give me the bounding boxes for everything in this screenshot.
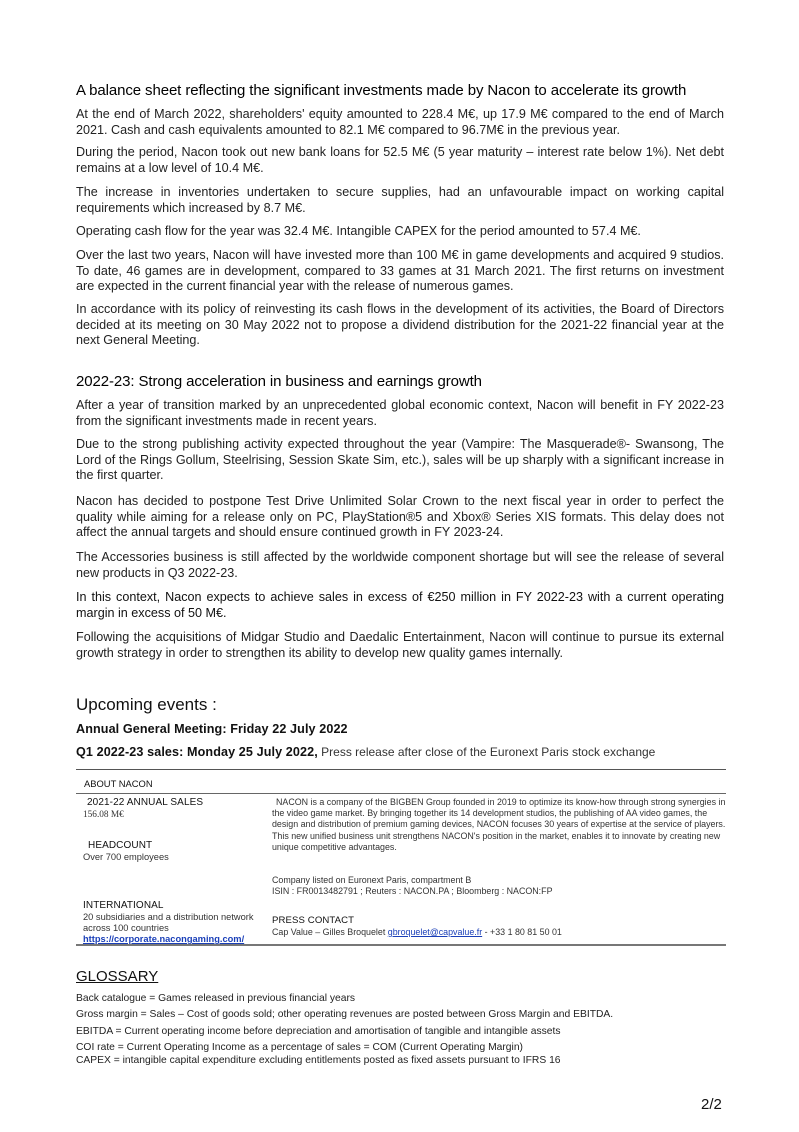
listing-line: ISIN : FR0013482791 ; Reuters : NACON.PA ; Bloomberg : NACON:FP [272,886,553,897]
headcount-label: HEADCOUNT [88,840,153,851]
about-title: ABOUT NACON [84,778,153,789]
international-label: INTERNATIONAL [83,900,164,911]
glossary-item: Gross margin = Sales – Cost of goods sold; other operating revenues are posted between Gross Margin and EBITDA. [76,1009,614,1020]
about-details [272,797,726,937]
event-item [76,745,724,759]
events-title: Upcoming events : [76,695,217,714]
website-link[interactable]: https://corporate.nacongaming.com/ [83,934,245,944]
annual-sales-label: 2021-22 ANNUAL SALES [87,797,204,808]
glossary-title: GLOSSARY [76,968,159,985]
event-item-detail: Press release after close of the Euronext Paris stock exchange [317,745,656,759]
listing-line: Company listed on Euronext Paris, compartment B [272,875,472,885]
about-description: NACON is a company of the BIGBEN Group founded in 2019 to optimize its know-how through strong synergies in the video game market. By bringing together its 14 development studios, the publishing of AA video games, the design and distribution of premium gaming devices, NACON focuses 30 years of expertise at the service of players. This new unified business unit strengthens NACON's position in the market, enables it to innovate by creating new unique competitive advantages. [272,797,726,852]
about-bottom-rule [76,944,726,946]
balance-paragraph: Over the last two years, Nacon will have invested more than 100 M€ in game developments and acquired 9 studios. To date, 46 games are in development, compared to 33 games at 31 March 2021. The first returns on investment are expected in the current financial year with the release of numerous games. [76,248,724,294]
listing-info [272,875,553,897]
balance-paragraph: At the end of March 2022, shareholders' equity amounted to 228.4 M€, up 17.9 M€ compared to the end of March 2021. Cash and cash equivalents amounted to 82.1 M€ compared to 96.7M€ in the previous year. [76,107,724,137]
outlook-paragraph: After a year of transition marked by an unprecedented global economic context, Nacon will benefit in FY 2022-23 from the significant investments made in recent years. [76,398,724,428]
outlook-guidance-paragraph: In this context, Nacon expects to achieve sales in excess of €250 million in FY 2022-23 with a current operating margin in excess of 50 M€. [76,590,724,620]
balance-paragraph: Operating cash flow for the year was 32.4 M€. Intangible CAPEX for the period amounted to 57.4 M€. [76,224,641,238]
event-item-title: Q1 2022-23 sales: Monday 25 July 2022, [76,745,318,759]
balance-paragraph: During the period, Nacon took out new bank loans for 52.5 M€ (5 year maturity – interest rate below 1%). Net debt remains at a low level of 10.4 M€. [76,145,724,175]
press-contact-name: Cap Value – Gilles Broquelet [272,927,388,937]
event-item-title: Annual General Meeting: Friday 22 July 2022 [76,722,348,736]
press-contact-line [272,927,562,938]
headcount-value: Over 700 employees [83,852,169,862]
event-item [76,722,724,736]
glossary-item: CAPEX = intangible capital expenditure excluding entitlements posted as fixed assets pursuant to IFRS 16 [76,1055,561,1066]
balance-sheet-heading: A balance sheet reflecting the significant investments made by Nacon to accelerate its growth [76,82,687,99]
annual-sales-value: 156.08 M€ [83,810,124,820]
outlook-paragraph: Following the acquisitions of Midgar Studio and Daedalic Entertainment, Nacon will continue to pursue its external growth strategy in order to strengthen its ability to develop new quality games internally. [76,630,724,660]
press-contact-label: PRESS CONTACT [272,915,355,926]
glossary-item: Back catalogue = Games released in previous financial years [76,993,356,1004]
outlook-paragraph: The Accessories business is still affected by the worldwide component shortage but will see the release of several new products in Q3 2022-23. [76,550,724,580]
press-email-link[interactable]: gbroquelet@capvalue.fr [387,927,483,937]
about-top-rule [76,769,726,770]
outlook-paragraph: Nacon has decided to postpone Test Drive Unlimited Solar Crown to the next fiscal year in order to perfect the quality while aiming for a release only on PC, PlayStation®5 and Xbox® Series XIS formats. This delay does not affect the annual targets and should ensure continued growth in FY 2023-24. [76,494,724,540]
balance-paragraph: In accordance with its policy of reinvesting its cash flows in the development of its activities, the Board of Directors decided at its meeting on 30 May 2022 not to propose a dividend distribution for the 2021-22 financial year at the next General Meeting. [76,302,724,348]
international-line: across 100 countries [83,923,169,933]
outlook-heading: 2022-23: Strong acceleration in business and earnings growth [76,373,482,390]
outlook-paragraph: Due to the strong publishing activity expected throughout the year (Vampire: The Masquerade®- Swansong, The Lord of the Rings Gollum, Steelrising, Session Skate Sim, etc.), sales will be up sharply with a significant increase in the first quarter. [76,437,724,483]
press-phone: - +33 1 80 81 50 01 [482,927,562,937]
glossary-item: EBITDA = Current operating income before depreciation and amortisation of tangible and intangible assets [76,1026,561,1037]
international-value [83,912,273,945]
balance-paragraph: The increase in inventories undertaken to secure supplies, had an unfavourable impact on working capital requirements which increased by 8.7 M€. [76,185,724,215]
about-header-rule [76,793,726,794]
glossary-item: COI rate = Current Operating Income as a percentage of sales = COM (Current Operating Margin) [76,1042,523,1053]
international-line: 20 subsidiaries and a distribution network [83,912,254,922]
page-number: 2/2 [701,1096,722,1113]
